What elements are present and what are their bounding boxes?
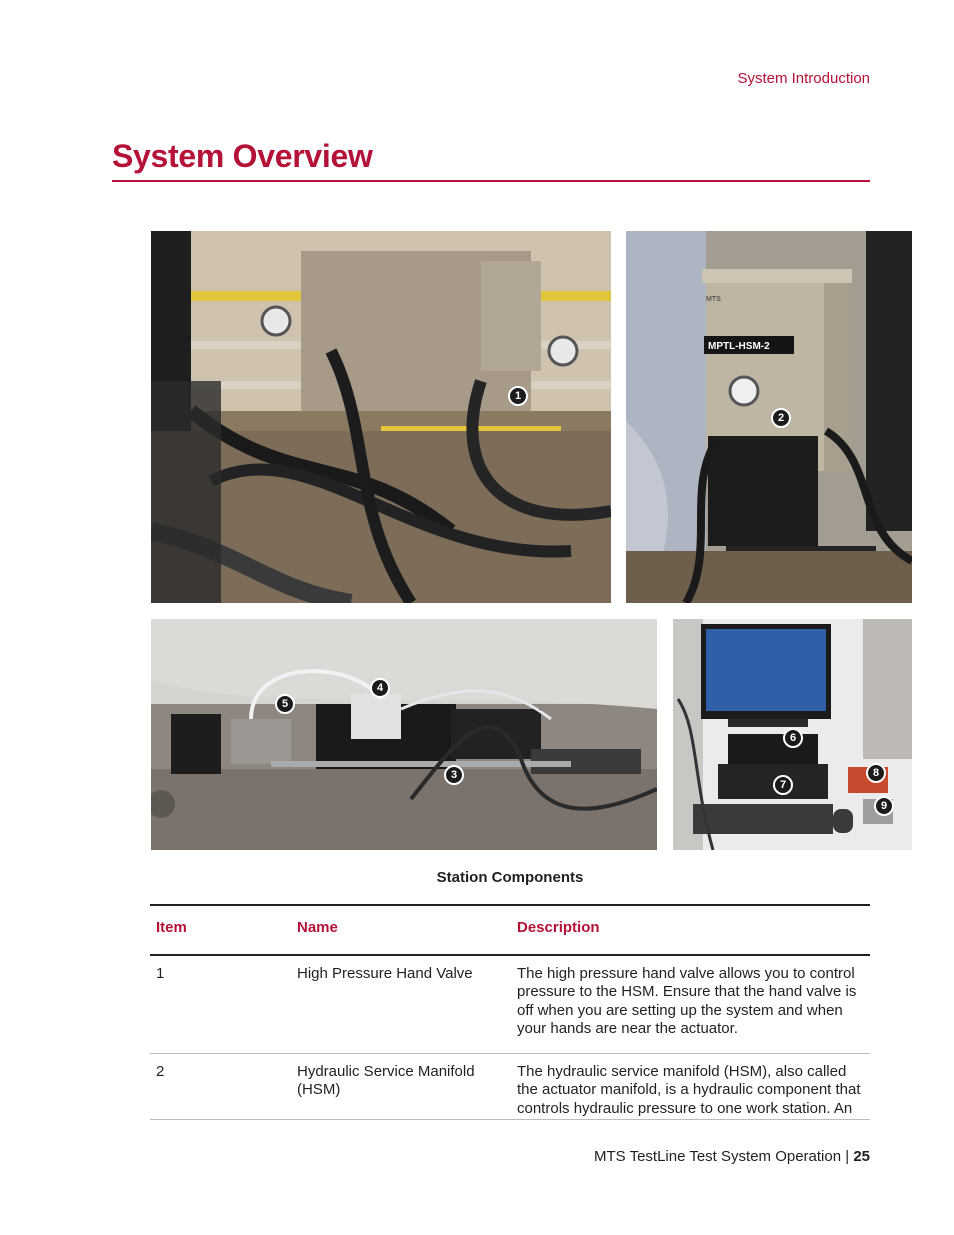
- page-title: System Overview: [112, 138, 373, 174]
- hsm-brand-label: MTS: [706, 296, 721, 303]
- page-number: 25: [853, 1148, 870, 1165]
- item-cell: 1: [150, 955, 291, 1054]
- table-row: [150, 955, 870, 1054]
- name-cell: High Pressure Hand Valve: [291, 955, 511, 1054]
- description-column-header: Description: [511, 905, 870, 955]
- name-cell: Hydraulic Service Manifold (HSM): [291, 1053, 511, 1120]
- callout-8: 8: [866, 763, 886, 783]
- footer-doc-title: MTS TestLine Test System Operation |: [594, 1148, 854, 1165]
- section-header: System Introduction: [737, 70, 870, 87]
- callout-4: 4: [370, 678, 390, 698]
- callout-7: 7: [773, 775, 793, 795]
- description-cell: The hydraulic service manifold (HSM), also called the actuator manifold, is a hydraulic component that controls hydraulic pressure to one work station. An: [511, 1053, 870, 1120]
- station-components-table: [150, 904, 870, 1120]
- callout-9: 9: [874, 796, 894, 816]
- page-footer: [594, 1148, 870, 1165]
- description-cell: The high pressure hand valve allows you to control pressure to the HSM. Ensure that the hand valve is off when you are setting up the system and when your hands are near the actuator.: [511, 955, 870, 1054]
- item-cell: 2: [150, 1053, 291, 1120]
- hand-valve-photo: [151, 231, 611, 603]
- callout-6: 6: [783, 728, 803, 748]
- callout-1: 1: [508, 386, 528, 406]
- table-header-row: [150, 905, 870, 955]
- callout-5: 5: [275, 694, 295, 714]
- callout-2: 2: [771, 408, 791, 428]
- table-row: [150, 1053, 870, 1120]
- hsm-photo: [626, 231, 912, 603]
- callout-3: 3: [444, 765, 464, 785]
- actuator-photo: [151, 619, 657, 850]
- title-rule: [112, 180, 870, 182]
- item-column-header: Item: [150, 905, 291, 955]
- table-caption: Station Components: [436, 869, 584, 886]
- name-column-header: Name: [291, 905, 511, 955]
- computer-photo: [673, 619, 912, 850]
- hsm-model-label: MPTL-HSM-2: [708, 341, 770, 352]
